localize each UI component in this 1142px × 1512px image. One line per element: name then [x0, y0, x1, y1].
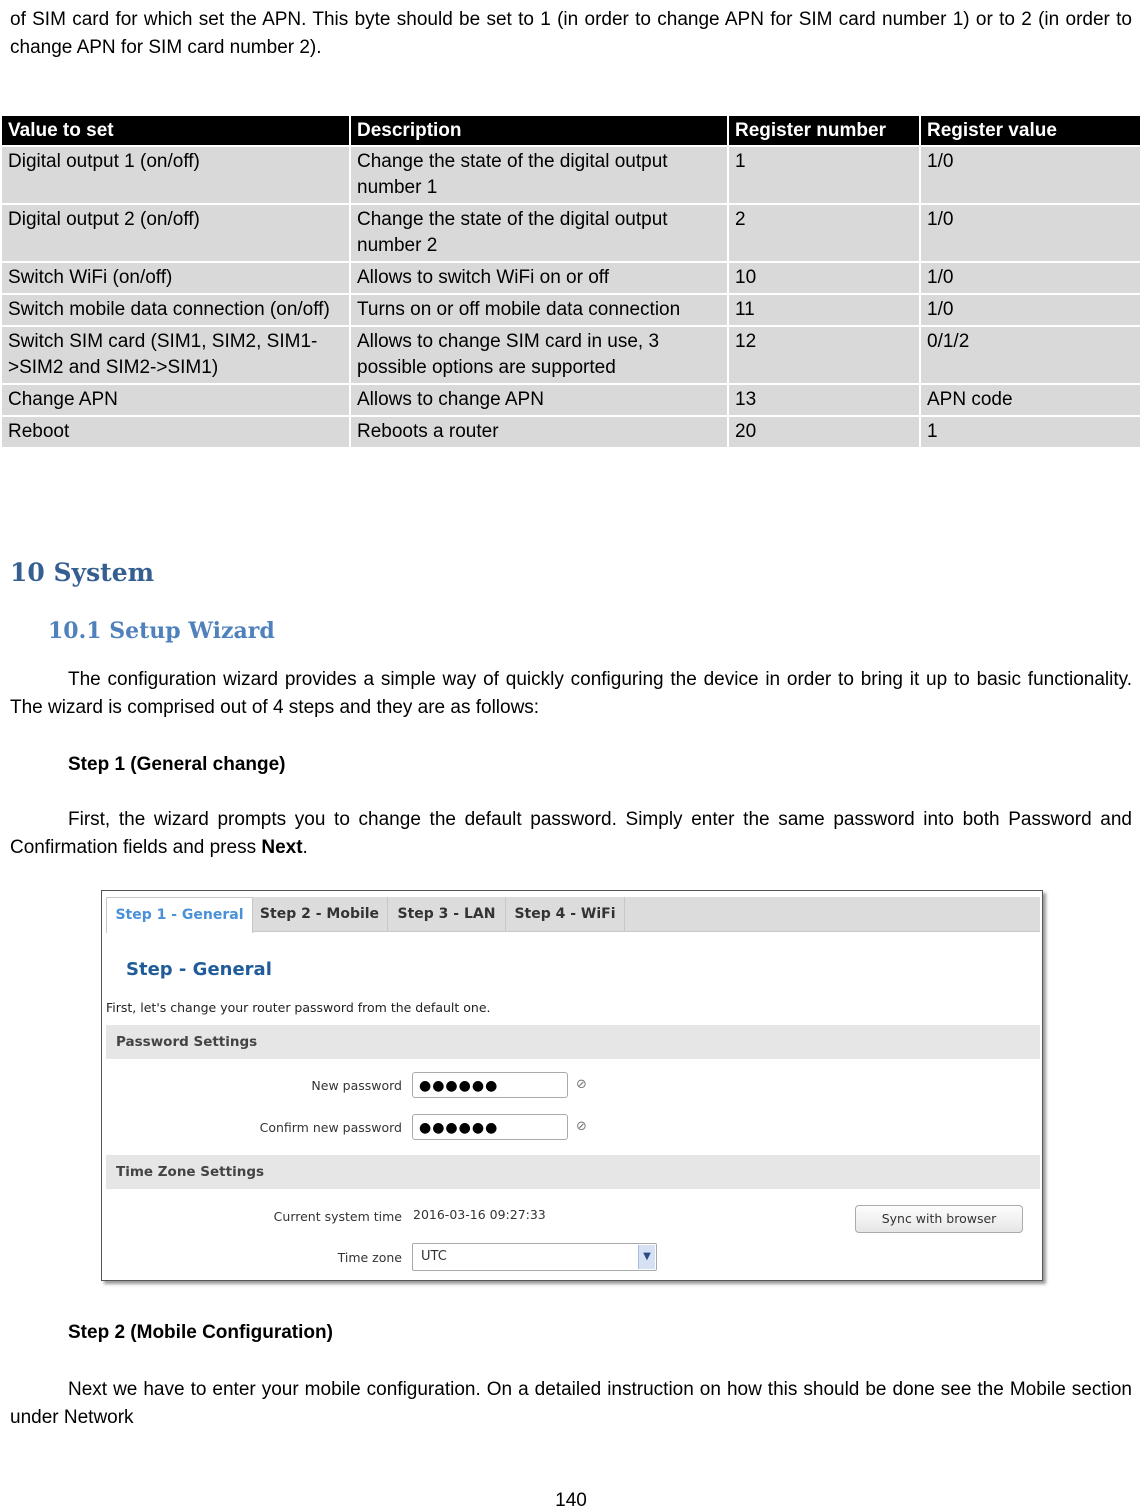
cell-value-to-set: Switch WiFi (on/off) [2, 263, 349, 293]
table-row [2, 147, 1140, 203]
cell-register-value: 0/1/2 [921, 327, 1140, 383]
header-register-number: Register number [729, 116, 919, 145]
step1-text: First, the wizard prompts you to change the default password. Simply enter the same password into both Password and Confirmation fields and press [10, 809, 1132, 858]
cell-register-number: 1 [729, 147, 919, 203]
cell-value-to-set: Switch mobile data connection (on/off) [2, 295, 349, 325]
intro-paragraph: of SIM card for which set the APN. This byte should be set to 1 (in order to change APN for SIM card number 1) or to 2 (in order to change APN for SIM card number 2). [10, 9, 1132, 58]
wizard-tabs [106, 897, 1040, 932]
cell-register-number: 13 [729, 385, 919, 415]
confirm-password-label: Confirm new password [259, 1120, 402, 1135]
new-password-input[interactable]: ●●●●●● [412, 1072, 568, 1098]
cell-register-number: 12 [729, 327, 919, 383]
time-zone-select[interactable] [412, 1243, 657, 1271]
new-password-label: New password [311, 1078, 402, 1093]
tab-step1-general[interactable]: Step 1 - General [106, 897, 253, 933]
step1-title: Step 1 (General change) [68, 754, 286, 775]
current-time-label: Current system time [273, 1209, 402, 1224]
table-row [2, 327, 1140, 383]
subsection-heading: 10.1 Setup Wizard [48, 618, 275, 644]
current-time-value: 2016-03-16 09:27:33 [413, 1207, 546, 1222]
step2-paragraph: Next we have to enter your mobile configuration. On a detailed instruction on how this should be done see the Mobile section under Network [10, 1379, 1132, 1428]
cell-description: Allows to switch WiFi on or off [351, 263, 727, 293]
table-row [2, 417, 1140, 447]
register-table [0, 114, 1142, 449]
table-row [2, 385, 1140, 415]
cell-register-value: 1 [921, 417, 1140, 447]
cell-register-value: APN code [921, 385, 1140, 415]
wizard-description: First, let's change your router password from the default one. [106, 1000, 491, 1015]
show-confirm-password-icon[interactable]: ⊘ [576, 1119, 587, 1134]
table-row [2, 295, 1140, 325]
cell-register-value: 1/0 [921, 205, 1140, 261]
step1-paragraph [10, 806, 1132, 862]
cell-value-to-set: Change APN [2, 385, 349, 415]
wizard-title: Step - General [126, 959, 272, 980]
table-row [2, 205, 1140, 261]
page-number: 140 [555, 1490, 587, 1511]
cell-value-to-set: Switch SIM card (SIM1, SIM2, SIM1->SIM2 and SIM2->SIM1) [2, 327, 349, 383]
header-description: Description [351, 116, 727, 145]
cell-register-number: 2 [729, 205, 919, 261]
cell-register-number: 10 [729, 263, 919, 293]
wizard-intro: The configuration wizard provides a simple way of quickly configuring the device in order to bring it up to basic functionality. The wizard is comprised out of 4 steps and they are as follows: [10, 669, 1132, 718]
chevron-down-icon[interactable]: ▼ [638, 1245, 655, 1269]
tab-step3-lan[interactable]: Step 3 - LAN [388, 897, 506, 931]
table-row [2, 263, 1140, 293]
confirm-password-input[interactable]: ●●●●●● [412, 1114, 568, 1140]
show-password-icon[interactable]: ⊘ [576, 1077, 587, 1092]
step1-text-end: . [302, 837, 308, 858]
cell-description: Change the state of the digital output number 1 [351, 147, 727, 203]
cell-value-to-set: Digital output 2 (on/off) [2, 205, 349, 261]
cell-description: Change the state of the digital output number 2 [351, 205, 727, 261]
cell-register-value: 1/0 [921, 263, 1140, 293]
cell-value-to-set: Reboot [2, 417, 349, 447]
cell-description: Turns on or off mobile data connection [351, 295, 727, 325]
cell-description: Allows to change SIM card in use, 3 possible options are supported [351, 327, 727, 383]
step2-title: Step 2 (Mobile Configuration) [68, 1322, 333, 1343]
sync-with-browser-button[interactable]: Sync with browser [855, 1205, 1023, 1233]
time-zone-value: UTC [421, 1249, 447, 1264]
cell-description: Reboots a router [351, 417, 727, 447]
cell-register-value: 1/0 [921, 295, 1140, 325]
cell-description: Allows to change APN [351, 385, 727, 415]
section-heading: 10 System [10, 558, 155, 587]
header-value-to-set: Value to set [2, 116, 349, 145]
header-register-value: Register value [921, 116, 1140, 145]
tab-step2-mobile[interactable]: Step 2 - Mobile [252, 897, 388, 931]
cell-register-value: 1/0 [921, 147, 1140, 203]
wizard-screenshot [101, 890, 1043, 1281]
cell-value-to-set: Digital output 1 (on/off) [2, 147, 349, 203]
step1-next-word: Next [261, 837, 303, 858]
cell-register-number: 11 [729, 295, 919, 325]
time-zone-label: Time zone [337, 1250, 402, 1265]
password-settings-section: Password Settings [106, 1025, 1040, 1059]
time-zone-section: Time Zone Settings [106, 1155, 1040, 1189]
table-header-row [2, 116, 1140, 145]
tab-step4-wifi[interactable]: Step 4 - WiFi [506, 897, 625, 931]
cell-register-number: 20 [729, 417, 919, 447]
